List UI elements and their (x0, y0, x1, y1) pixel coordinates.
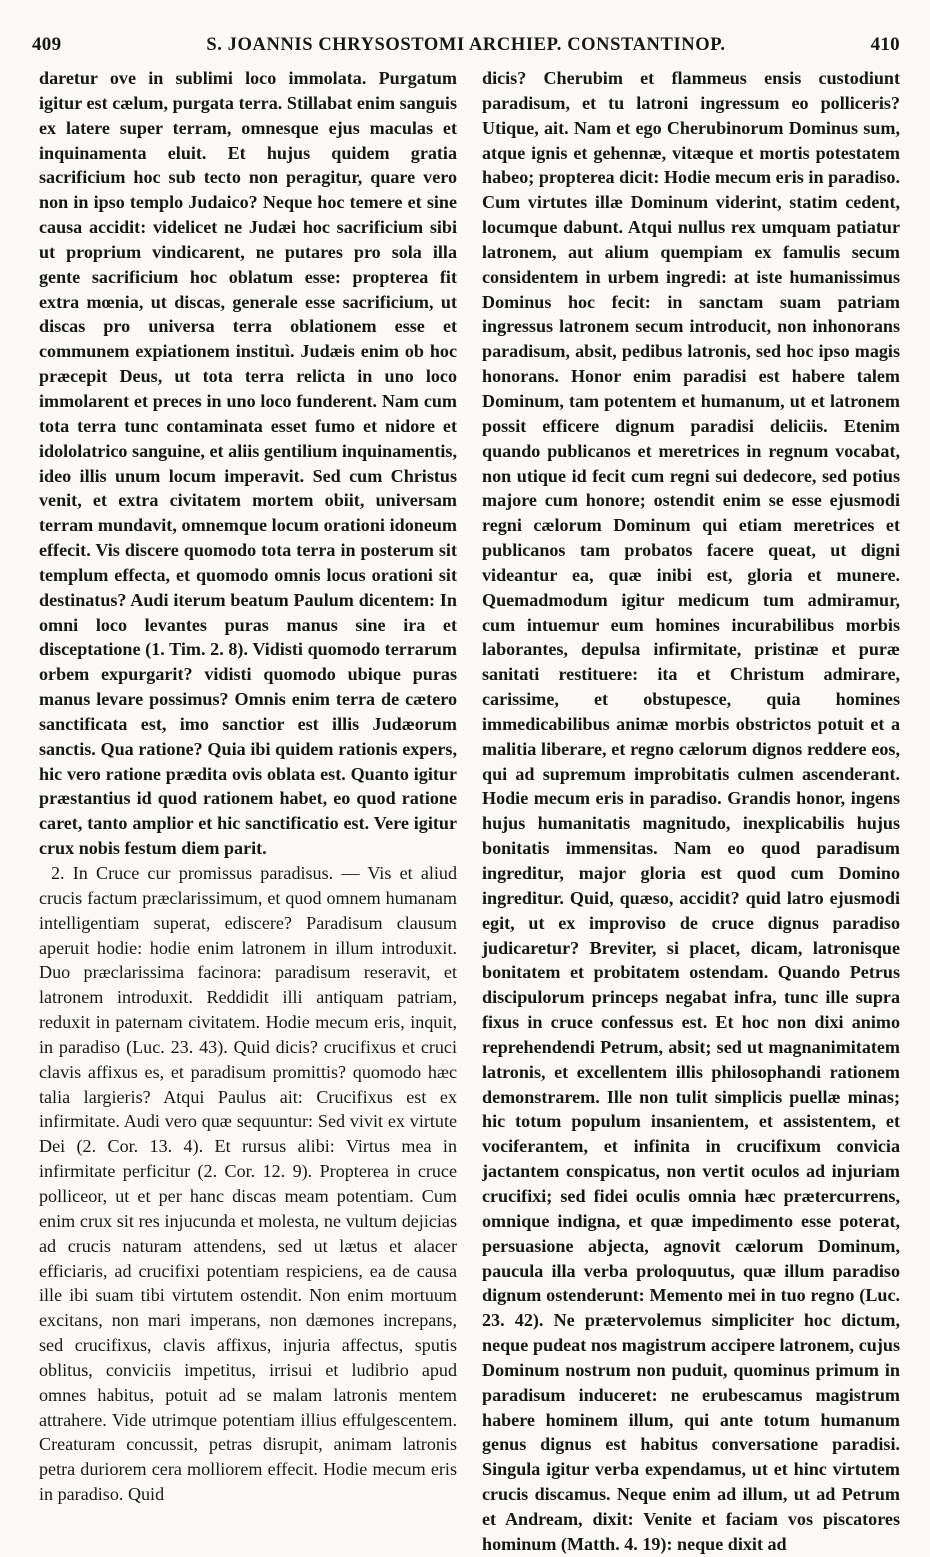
running-header (32, 34, 900, 64)
running-title: S. JOANNIS CHRYSOSTOMI ARCHIEP. CONSTANTINOP. (206, 35, 726, 55)
left-paragraph-1: daretur ove in sublimi loco immolata. Purgatum igitur est cælum, purgata terra. Stillabat enim sanguis ex latere super terram, omnesque ejus maculas et inquinamenta eluit. Et hujus quidem gratia sacrificium hoc sub tecto non peragitur, quare vero non in ipso templo Judaico? Neque hoc temere et sine causa accidit: videlicet ne Judæi hoc sacrificium sibi ut proprium vindicarent, ne putares pro sola illa gente sacrificium hoc oblatum esse: propterea fit extra mœnia, ut discas, generale esse sacrificium, ut discas pro universa terra oblationem esse et communem expiationem instituì. Judæis enim ob hoc præcepit Deus, ut tota terra relicta in uno loco immolarent et preces in uno loco funderent. Nam cum tota terra tunc contaminata esset fumo et nidore et idololatrico sanguine, et aliis gentilium inquinamentis, ideo illis unum locum imperavit. Sed cum Christus venit, et extra civitatem mortem obiit, universam terram mundavit, omnemque locum orationi idoneum effecit. Vis discere quomodo tota terra in posterum sit templum effecta, et quomodo omnis locus orationi sit destinatus? Audi iterum beatum Paulum dicentem: In omni loco levantes puras manus sine ira et disceptatione (1. Tim. 2. 8). Vidisti quomodo terrarum orbem expurgarit? vidisti quomodo ubique puras manus levare possimus? Omnis enim terra de cætero sanctificata est, imo sanctior est illis Judæorum sanctis. Qua ratione? Quia ibi quidem rationis expers, hic vero ratione prædita ovis oblata est. Quanto igitur præstantius id quod rationem habet, eo quod ratione caret, tanto amplior et hic sanctificatio est. Vere igitur crux nobis festum diem parit. (39, 68, 457, 859)
page-number-left: 409 (32, 34, 62, 55)
left-paragraph-2: 2. In Cruce cur promissus paradisus. — Vis et aliud crucis factum præclarissimum, et quod omnem humanam intelligentiam superat, ediscere? Paradisum clausum aperuit hodie: hodie enim latronem in illum introduxit. Duo præclarissima facinora: paradisum reseravit, et latronem introduxit. Reddidit illi antiquam patriam, reduxit in paternam civitatem. Hodie mecum eris, inquit, in paradiso (Luc. 23. 43). Quid dicis? crucifixus et cruci clavis affixus es, et paradisum promittis? quomodo hæc talia largieris? Atqui Paulus ait: Crucifixus est ex infirmitate. Audi vero quæ sequuntur: Sed vivit ex virtute Dei (2. Cor. 13. 4). Et rursus alibi: Virtus mea in infirmitate perficitur (2. Cor. 12. 9). Propterea in cruce polliceor, ut et per hanc discas meam potentiam. Cum enim crux sit res injucunda et molesta, ne vultum dejicias ad crucis naturam attendens, sed ut lætus et alacer efficiaris, ad crucifixi potentiam respiciens, ea de causa ille ibi suam tibi virtutem ostendit. Non enim mortuum excitans, non mari imperans, non dæmones increpans, sed crucifixus, clavis affixus, injuria affectus, sputis oblitus, conviciis impetitus, irrisui et ludibrio apud omnes habitus, potuit ad se malam latronis mentem attrahere. Vide utrimque potentiam illius effulgescentem. Creaturam concussit, petras disrupit, animam latronis petra duriorem cera molliorem effecit. Hodie mecum eris in paradiso. Quid (39, 863, 457, 1505)
left-column (39, 66, 457, 1506)
page-number-right: 410 (870, 34, 900, 55)
right-paragraph-1: dicis? Cherubim et flammeus ensis custodiunt paradisum, et tu latroni ingressum eo polliceris? Utique, ait. Nam et ego Cherubinorum Dominus sum, atque ignis et gehennæ, vitæque et mortis potestatem habeo; propterea dicit: Hodie mecum eris in paradiso. Cum virtutes illæ Dominum viderint, statim cedent, locumque dabunt. Atqui nullus rex umquam patiatur latronem, aut alium quempiam ex famulis secum considentem in urbem ingredi: at iste humanissimus Dominus hoc fecit: in sanctam suam patriam ingressus latronem secum introducit, non inhonorans paradisum, absit, pedibus latronis, sed hoc ipso magis honorans. Honor enim paradisi est habere talem Dominum, tam potentem et humanum, ut et latronem possit efficere dignum paradisi deliciis. Etenim quando publicanos et meretrices in regnum vocabat, non utique id fecit cum regni sui dedecore, sed potius majore cum honore; ostendit enim se esse ejusmodi regni cælorum Dominum qui etiam meretrices et publicanos tam probatos facere queat, ut digni videantur ea, quæ inibi est, gloria et munere. Quemadmodum igitur medicum tum admiramur, cum intuemur eum homines incurabilibus morbis laborantes, depulsa infirmitate, pristinæ et puræ sanitati restituere: ita et Christum admirare, carissime, et obstupesce, quia homines immedicabilibus animæ morbis obstrictos potuit et a malitia liberare, et regno cælorum dignos reddere eos, qui ad supremum improbitatis culmen ascenderant. Hodie mecum eris in paradiso. Grandis honor, ingens hujus humanitatis magnitudo, inexplicabilis hujus bonitatis immensitas. Nam eo quod paradisum ingreditur, major gloria est quod cum Domino ingreditur. Quid, quæso, accidit? quid latro ejusmodi egit, ut ex improviso de cruce dignus paradiso judicaretur? Breviter, si placet, dicam, latronisque bonitatem et probitatem ostendam. Quando Petrus discipulorum princeps negabat infra, tunc ille supra fixus in cruce confessus est. Et hoc non dixi animo reprehendendi Petrum, absit; sed ut magnanimitatem latronis, et excellentem illis philosophandi rationem demonstrarem. Ille non tulit simplicis puellæ minas; hic totum populum insanientem, et assistentem, et vociferantem, et infinita in crucifixum convicia jactantem conspicatus, non vertit oculos ad injuriam crucifixi; sed fidei oculis omnia hæc prætercurrens, omnique indigna, et quæ impedimento esse poterat, persuasione abjecta, agnovit cælorum Dominum, paucula illa verba proloquutus, quæ illum paradiso dignum ostenderunt: Memento mei in tuo regno (Luc. 23. 42). Ne prætervolemus simpliciter hoc dictum, neque pudeat nos magistrum accipere latronem, cujus Dominum nostrum non puduit, quominus primum in paradisum induceret: ne erubescamus magistrum habere hominem illum, qui ante totum humanum genus dignus est habitus conversatione paradisi. Singula igitur verba expendamus, ut et hinc virtutem crucis discamus. Neque enim ad illum, ut ad Petrum et Andream, dixit: Venite et faciam vos piscatores hominum (Matth. 4. 19): neque dixit ad (482, 68, 900, 1554)
right-column (482, 66, 900, 1554)
